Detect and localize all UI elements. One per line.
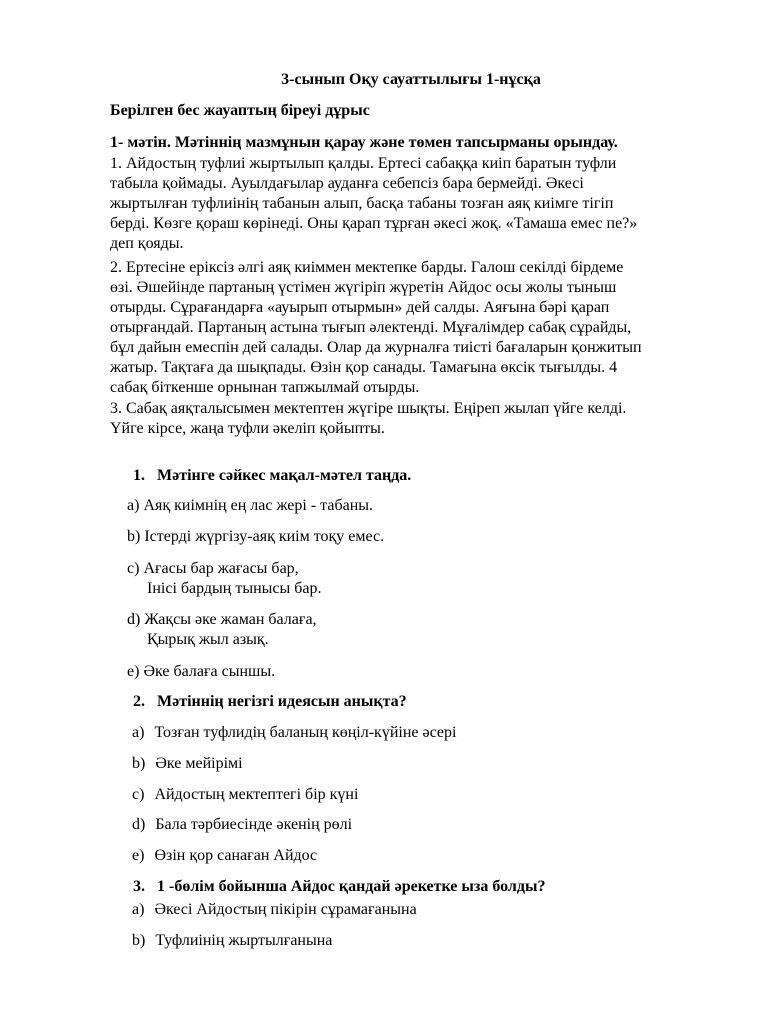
option-marker: b) bbox=[127, 528, 141, 545]
q1-option-d[interactable] bbox=[127, 610, 317, 650]
text-line: берді. Көзге қораш көрінеді. Оны қарап тұрған әкесі жоқ. «Тамаша емес пе?» bbox=[110, 215, 638, 232]
question-text: Мәтіннің негізгі идеясын анықта? bbox=[157, 693, 407, 710]
text-line: бұл дайын емеспін дей салады. Олар да журналға тиісті бағаларын қонжитып bbox=[110, 339, 642, 356]
question-number: 2. bbox=[133, 693, 145, 710]
question-3 bbox=[133, 877, 545, 897]
text-line: табыла қоймады. Ауылдағылар ауданға себепсіз бара бермейді. Әкесі bbox=[110, 175, 584, 192]
q2-option-c[interactable] bbox=[132, 785, 358, 805]
q1-option-b[interactable] bbox=[127, 527, 384, 547]
option-marker: e) bbox=[127, 663, 140, 680]
question-1 bbox=[133, 466, 411, 486]
text-line: жыртылған туфлиінің табанын алып, басқа табаны тозған аяқ киімге тігіп bbox=[110, 195, 614, 212]
question-number: 1. bbox=[133, 467, 145, 484]
text-line: отырғандай. Партаның астына тығып әлектенді. Мұғалімдер сабақ сұрайды, bbox=[110, 319, 632, 336]
option-marker: a) bbox=[132, 901, 145, 918]
option-marker: d) bbox=[132, 816, 146, 833]
option-marker: b) bbox=[132, 755, 146, 772]
q1-option-a[interactable] bbox=[127, 496, 373, 516]
text-line: сабақ біткенше орнынан тапжылмай отырды. bbox=[110, 379, 420, 396]
option-text-line-2: Інісі бардың тынысы бар. bbox=[147, 580, 322, 597]
option-marker: a) bbox=[127, 497, 140, 514]
option-text: Әке мейірімі bbox=[155, 755, 243, 772]
option-text: Айдостың мектептегі бір күні bbox=[154, 786, 359, 803]
option-text-line-2: Қырық жыл азық. bbox=[147, 631, 269, 648]
option-text: Әкесі Айдостың пікірін сұрамағанына bbox=[154, 901, 417, 918]
option-text: Ағасы бар жағасы бар, bbox=[143, 560, 299, 577]
option-text: Аяқ киімнің ең лас жері - табаны. bbox=[143, 497, 374, 514]
question-text: 1 -бөлім бойынша Айдос қандай әрекетке ыза болды? bbox=[157, 878, 546, 895]
text-line: отырды. Сұрағандарға «ауырып отырмын» дей салды. Аяғына бәрі қарап bbox=[110, 299, 610, 316]
option-text: Бала тәрбиесінде әкенің рөлі bbox=[155, 816, 353, 833]
question-number: 3. bbox=[133, 878, 145, 895]
q2-option-a[interactable] bbox=[132, 723, 456, 743]
option-marker: d) bbox=[127, 611, 141, 628]
option-text: Туфлиінің жыртылғанына bbox=[155, 932, 333, 949]
q2-option-d[interactable] bbox=[132, 815, 352, 835]
q2-option-b[interactable] bbox=[132, 754, 243, 774]
text-line: 2. Ертесіне еріксіз әлгі аяқ киіммен мектепке барды. Галош секілді бірдеме bbox=[110, 259, 624, 276]
text-line: өзі. Әшейінде партаның үстімен жүгіріп жүретін Айдос осы жолы тыныш bbox=[110, 279, 617, 296]
text-line: деп қояды. bbox=[110, 235, 184, 252]
option-text: Өзін қор санаған Айдос bbox=[154, 847, 318, 864]
paragraph-2 bbox=[110, 258, 720, 398]
document-title: 3-сынып Оқу сауаттылығы 1-нұсқа bbox=[281, 71, 541, 88]
q3-option-a[interactable] bbox=[132, 900, 417, 920]
text-line: жатыр. Тақтаға да шықпады. Өзін қор санады. Тамағына өксік тығылды. 4 bbox=[110, 359, 618, 376]
q3-option-b[interactable] bbox=[132, 931, 332, 951]
option-marker: c) bbox=[127, 560, 140, 577]
q2-option-e[interactable] bbox=[132, 846, 317, 866]
question-text: Мәтінге сәйкес мақал-мәтел таңда. bbox=[157, 467, 412, 484]
option-text: Істерді жүргізу-аяқ киім тоқу емес. bbox=[144, 528, 385, 545]
option-marker: e) bbox=[132, 847, 145, 864]
option-marker: c) bbox=[132, 786, 145, 803]
text-heading: 1- мәтін. Мәтіннің мазмұнын қарау және төмен тапсырманы орындау. bbox=[110, 134, 618, 151]
text-line: 3. Сабақ аяқталысымен мектептен жүгіре шықты. Еңіреп жылап үйге келді. bbox=[110, 400, 627, 417]
option-text: Тозған туфлидің баланың көңіл-күйіне әсері bbox=[154, 724, 457, 741]
q1-option-e[interactable] bbox=[127, 662, 275, 682]
paragraph-1 bbox=[110, 154, 720, 254]
instruction: Берілген бес жауаптың біреуі дұрыс bbox=[110, 102, 370, 119]
option-marker: a) bbox=[132, 724, 145, 741]
paragraph-3 bbox=[110, 399, 720, 439]
q1-option-c[interactable] bbox=[127, 559, 322, 599]
text-line: 1. Айдостың туфлиі жыртылып қалды. Ертесі сабаққа киіп баратын туфли bbox=[110, 155, 617, 172]
question-2 bbox=[133, 692, 407, 712]
text-line: Үйге кірсе, жаңа туфли әкеліп қойыпты. bbox=[110, 420, 385, 437]
option-text: Жақсы әке жаман балаға, bbox=[144, 611, 317, 628]
option-text: Әке балаға сыншы. bbox=[143, 663, 276, 680]
option-marker: b) bbox=[132, 932, 146, 949]
